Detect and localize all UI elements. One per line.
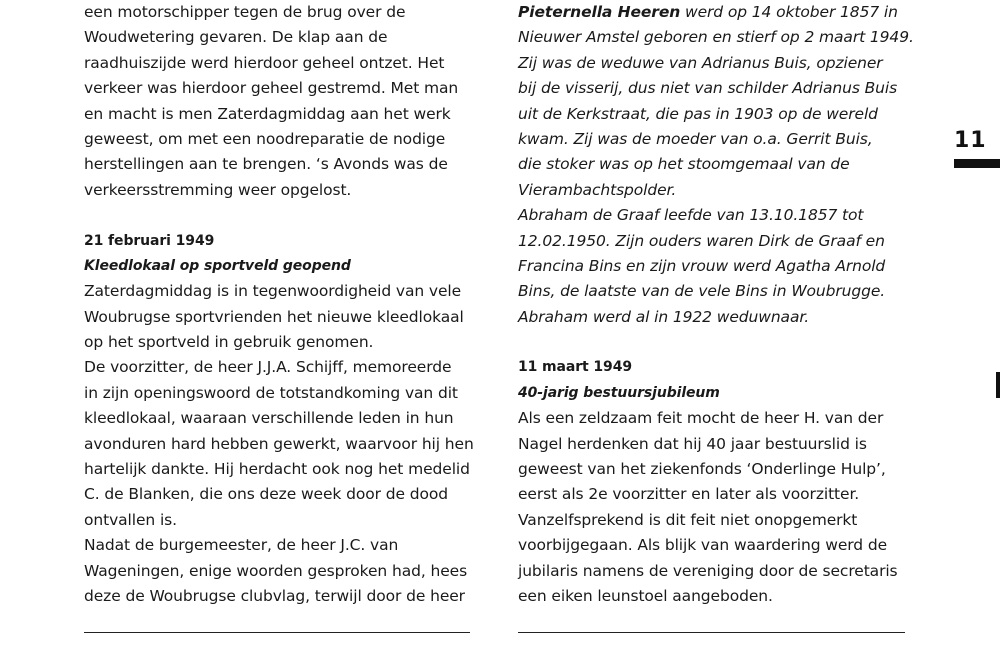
right-column <box>518 0 918 609</box>
text-line: verkeer was hierdoor geheel gestremd. Met man <box>84 79 459 98</box>
paragraph-bridge-accident <box>84 0 484 203</box>
text-line <box>518 0 918 25</box>
text-line: kleedlokaal, waaraan verschillende leden in hun <box>84 409 454 428</box>
text-line: Wageningen, enige woorden gesproken had, hees <box>84 561 468 580</box>
text-line: Nadat de burgemeester, de heer J.C. van <box>84 536 399 555</box>
text-line: avonduren hard hebben gewerkt, waarvoor hij hen <box>84 434 474 453</box>
footer-rule-left <box>84 632 470 633</box>
footer-rule-right <box>518 632 905 633</box>
text-line: op het sportveld in gebruik genomen. <box>84 333 374 352</box>
text-line: Zaterdagmiddag is in tegenwoordigheid van vele <box>84 282 462 301</box>
paragraph-kleedlokaal <box>84 279 484 609</box>
text-line: Als een zeldzaam feit mocht de heer H. van der <box>518 409 884 428</box>
text-line: Abraham de Graaf leefde van 13.10.1857 tot <box>518 206 864 225</box>
page-number: 11 <box>954 128 987 153</box>
text-line: Woudwetering gevaren. De klap aan de <box>84 28 388 47</box>
spacer <box>518 330 918 355</box>
text-line: herstellingen aan te brengen. ‘s Avonds was de <box>84 155 448 174</box>
text-line: Nagel herdenken dat hij 40 jaar bestuurslid is <box>518 434 867 453</box>
page-tab-bar <box>954 159 1000 168</box>
spacer <box>84 203 484 228</box>
text-line: Vierambachtspolder. <box>518 180 677 199</box>
edge-mark <box>996 372 1000 398</box>
text-line: verkeersstremming weer opgelost. <box>84 180 352 199</box>
text-line: eerst als 2e voorzitter en later als voorzitter. <box>518 485 860 504</box>
section-date: 21 februari 1949 <box>84 232 215 249</box>
text-line: ontvallen is. <box>84 510 177 529</box>
text-line: Nieuwer Amstel geboren en stierf op 2 maart 1949. <box>518 28 914 47</box>
text-line: geweest van het ziekenfonds ‘Onderlinge Hulp’, <box>518 460 886 479</box>
text-line: raadhuiszijde werd hierdoor geheel ontzet. Het <box>84 53 445 72</box>
text-line: een motorschipper tegen de brug over de <box>84 3 406 21</box>
text-line: kwam. Zij was de moeder van o.a. Gerrit Buis, <box>518 129 873 148</box>
section-date: 11 maart 1949 <box>518 359 632 376</box>
text-line: die stoker was op het stoomgemaal van de <box>518 155 850 174</box>
text-line: deze de Woubrugse clubvlag, terwijl door de heer <box>84 586 465 605</box>
text-line-rest: werd op 14 oktober 1857 in <box>680 3 898 21</box>
text-line: 12.02.1950. Zijn ouders waren Dirk de Graaf en <box>518 231 885 250</box>
text-line: in zijn openingswoord de totstandkoming van dit <box>84 383 458 402</box>
text-line: C. de Blanken, die ons deze week door de dood <box>84 485 448 504</box>
text-line: De voorzitter, de heer J.J.A. Schijff, memoreerde <box>84 358 452 377</box>
text-line: Abraham werd al in 1922 weduwnaar. <box>518 307 810 326</box>
text-line: Woubrugse sportvrienden het nieuwe kleedlokaal <box>84 307 464 326</box>
paragraph-jubileum <box>518 406 918 609</box>
text-line: uit de Kerkstraat, die pas in 1903 op de wereld <box>518 104 878 123</box>
person-name: Pieternella Heeren <box>518 3 681 21</box>
text-line: jubilaris namens de vereniging door de secretaris <box>518 561 898 580</box>
text-line: Zij was de weduwe van Adrianus Buis, opziener <box>518 53 883 72</box>
text-line: Bins, de laatste van de vele Bins in Woubrugge. <box>518 282 886 301</box>
text-line: voorbijgegaan. Als blijk van waardering werd de <box>518 536 888 555</box>
text-line: geweest, om met een noodreparatie de nodige <box>84 129 446 148</box>
text-line: Francina Bins en zijn vrouw werd Agatha Arnold <box>518 256 886 275</box>
biographical-note <box>518 0 918 330</box>
section-title: Kleedlokaal op sportveld geopend <box>84 257 351 274</box>
text-line: een eiken leunstoel aangeboden. <box>518 586 773 605</box>
section-title: 40-jarig bestuursjubileum <box>518 384 720 401</box>
text-line: bij de visserij, dus niet van schilder Adrianus Buis <box>518 79 898 98</box>
text-line: Vanzelfsprekend is dit feit niet onopgemerkt <box>518 510 858 529</box>
text-line: en macht is men Zaterdagmiddag aan het werk <box>84 104 451 123</box>
left-column <box>84 0 484 609</box>
text-line: hartelijk dankte. Hij herdacht ook nog het medelid <box>84 460 470 479</box>
